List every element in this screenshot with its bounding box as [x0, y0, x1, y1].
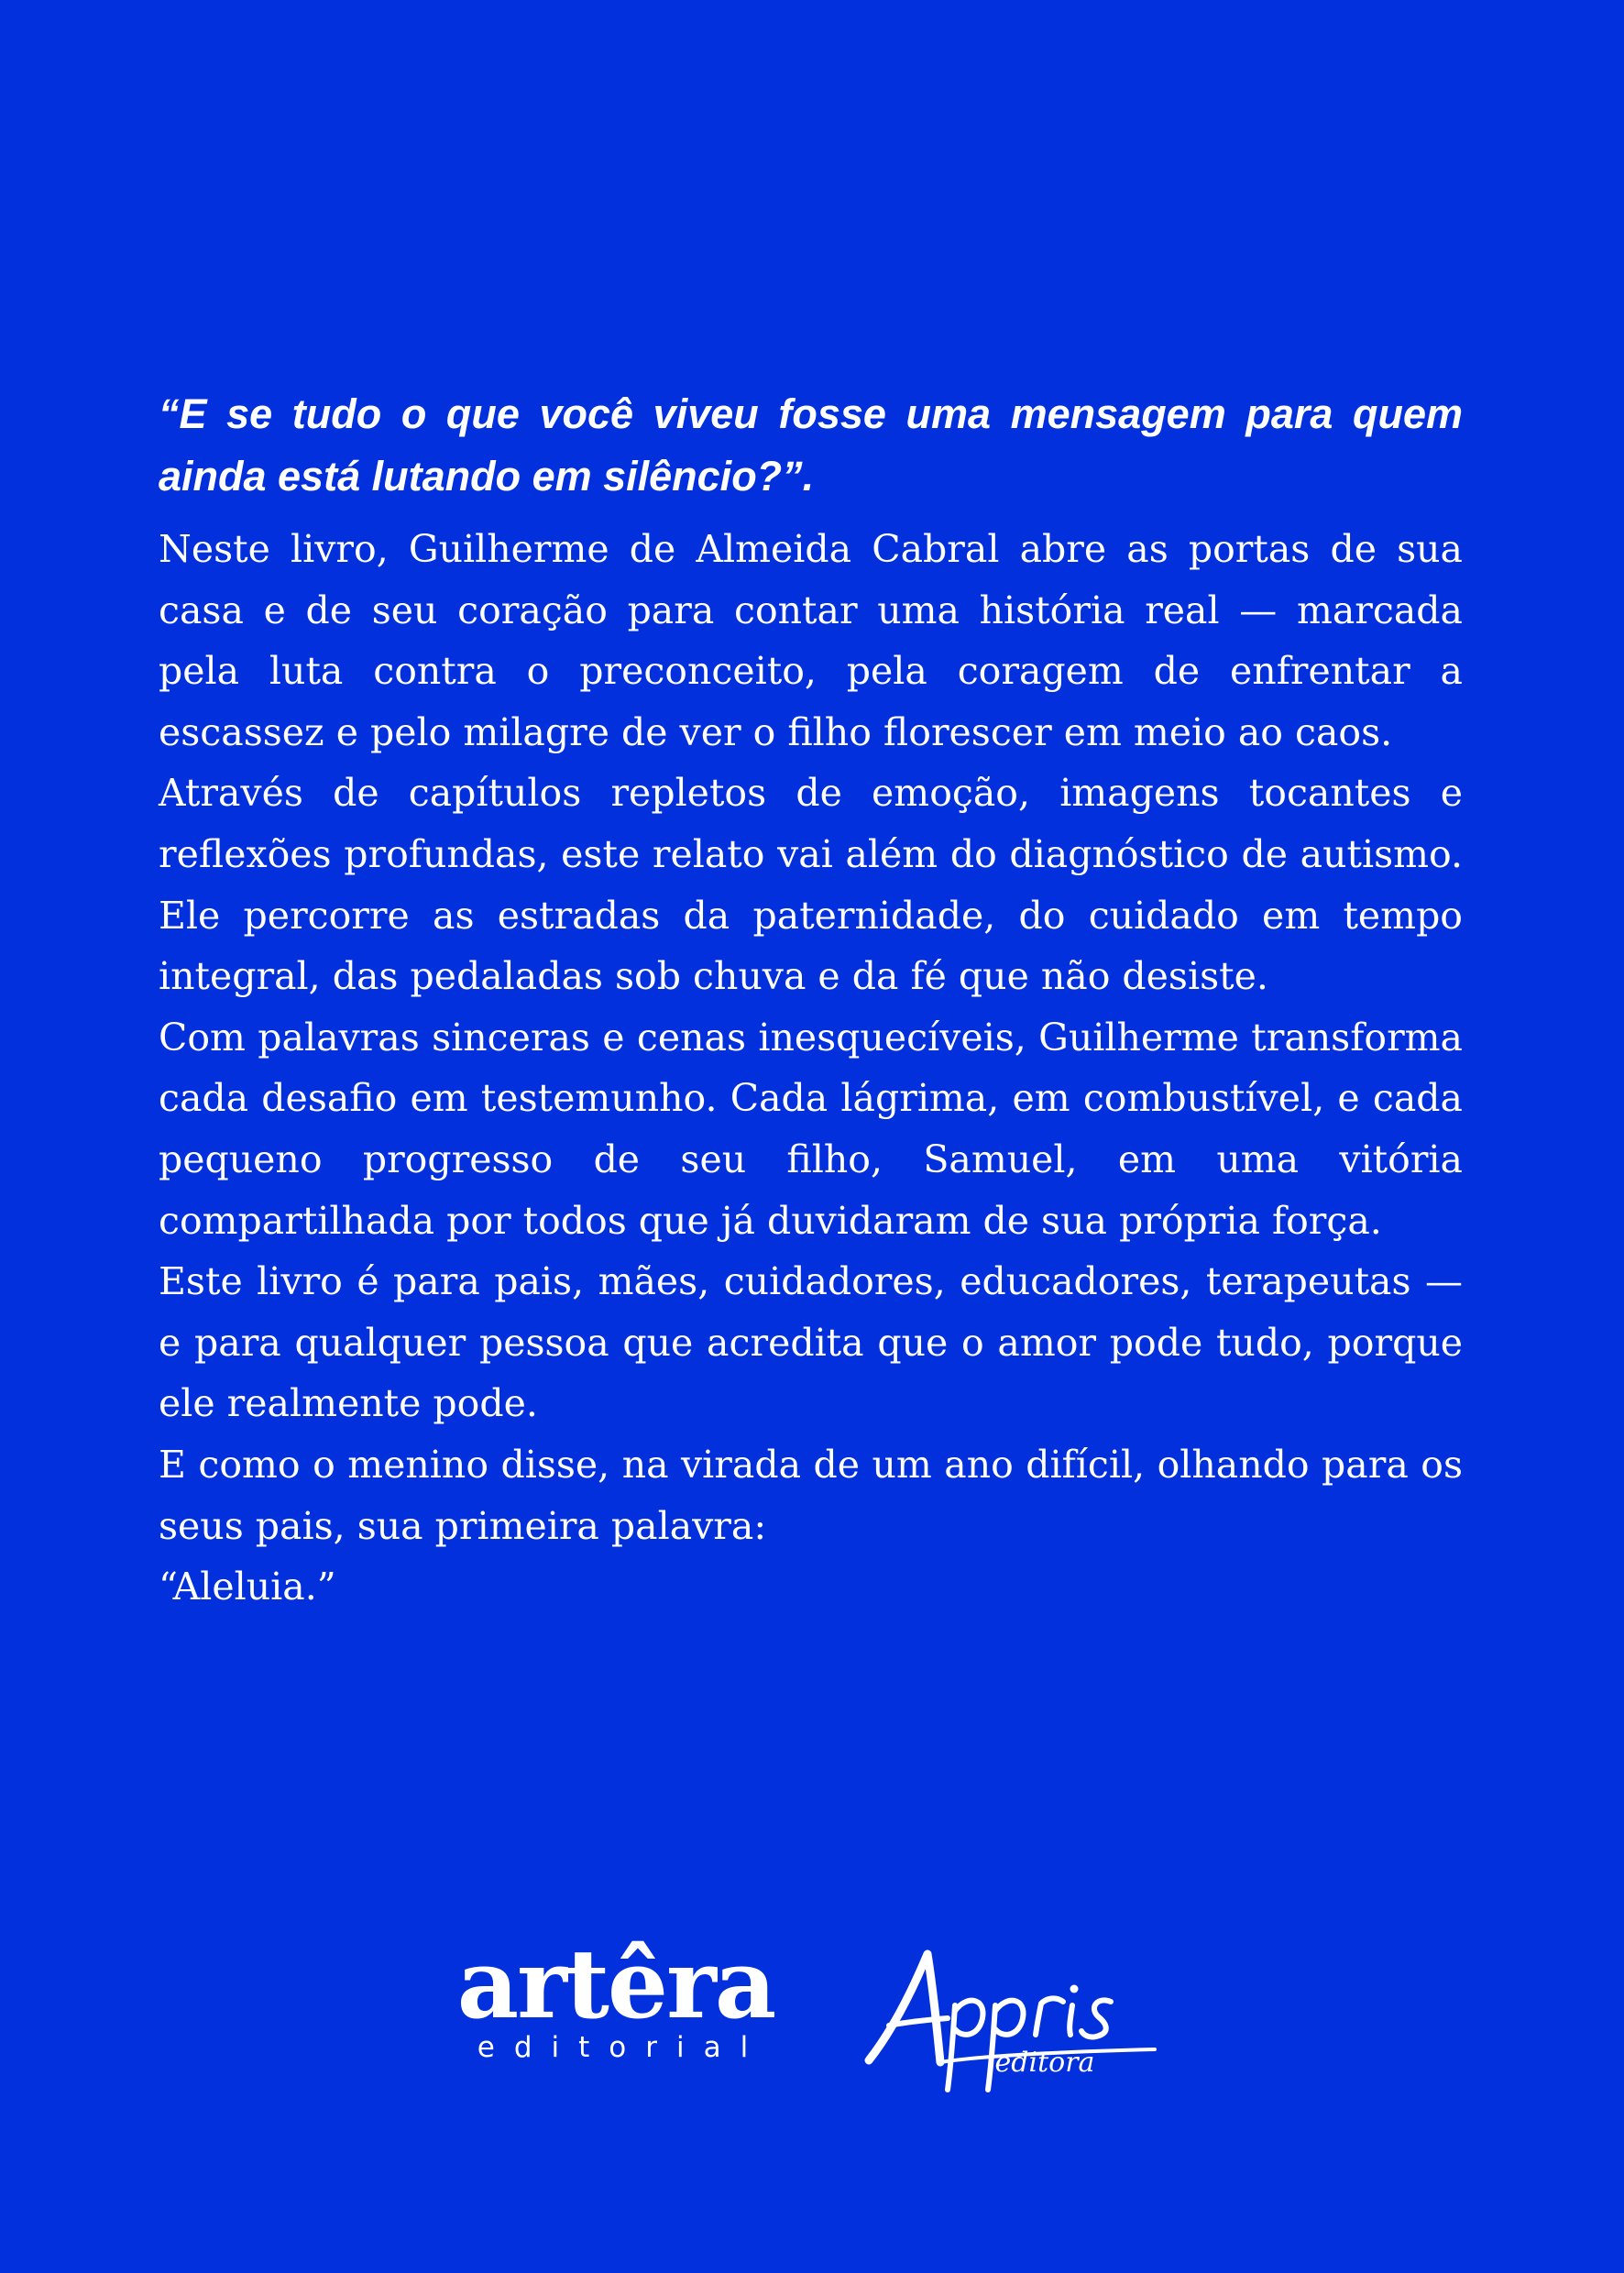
appris-logo-graphic	[852, 1934, 1173, 2099]
artera-logo-subtitle: editorial	[477, 2031, 768, 2064]
publisher-logos	[0, 1927, 1624, 2099]
appris-editora-logo	[852, 1934, 1173, 2099]
synopsis-closing-word: “Aleluia.”	[159, 1565, 336, 1609]
artera-editorial-logo	[451, 1927, 781, 2064]
synopsis-paragraph: Com palavras sinceras e cenas inesquecíveis, Guilherme transforma cada desafio em testemunho. Cada lágrima, em combustível, e cada pequeno progresso de seu filho, Samuel, em uma vitória compartilhada por todos que já duvidaram de sua própria força.	[159, 1015, 1463, 1243]
synopsis-paragraph: Este livro é para pais, mães, cuidadores, educadores, terapeutas — e para qualquer pessoa que acredita que o amor pode tudo, porque ele realmente pode.	[159, 1259, 1463, 1426]
synopsis-paragraph: Neste livro, Guilherme de Almeida Cabral abre as portas de sua casa e de seu coração para contar uma história real — marcada pela luta contra o preconceito, pela coragem de enfrentar a escassez e pelo milagre de ver o filho florescer em meio ao caos.	[159, 527, 1463, 754]
artera-logo-name: artêra	[456, 1927, 775, 2040]
synopsis-paragraph: E como o menino disse, na virada de um ano difícil, olhando para os seus pais, sua primeira palavra:	[159, 1442, 1463, 1548]
back-cover-quote: “E se tudo o que você viveu fosse uma mensagem para quem ainda está lutando em silêncio?”.	[159, 390, 1463, 500]
synopsis-paragraph: Através de capítulos repletos de emoção, imagens tocantes e reflexões profundas, este relato vai além do diagnóstico de autismo. Ele percorre as estradas da paternidade, do cuidado em tempo integral, das pedaladas sob chuva e da fé que não desiste.	[159, 771, 1463, 999]
synopsis	[159, 519, 1463, 1618]
appris-logo-subtitle: editora	[994, 2047, 1095, 2079]
